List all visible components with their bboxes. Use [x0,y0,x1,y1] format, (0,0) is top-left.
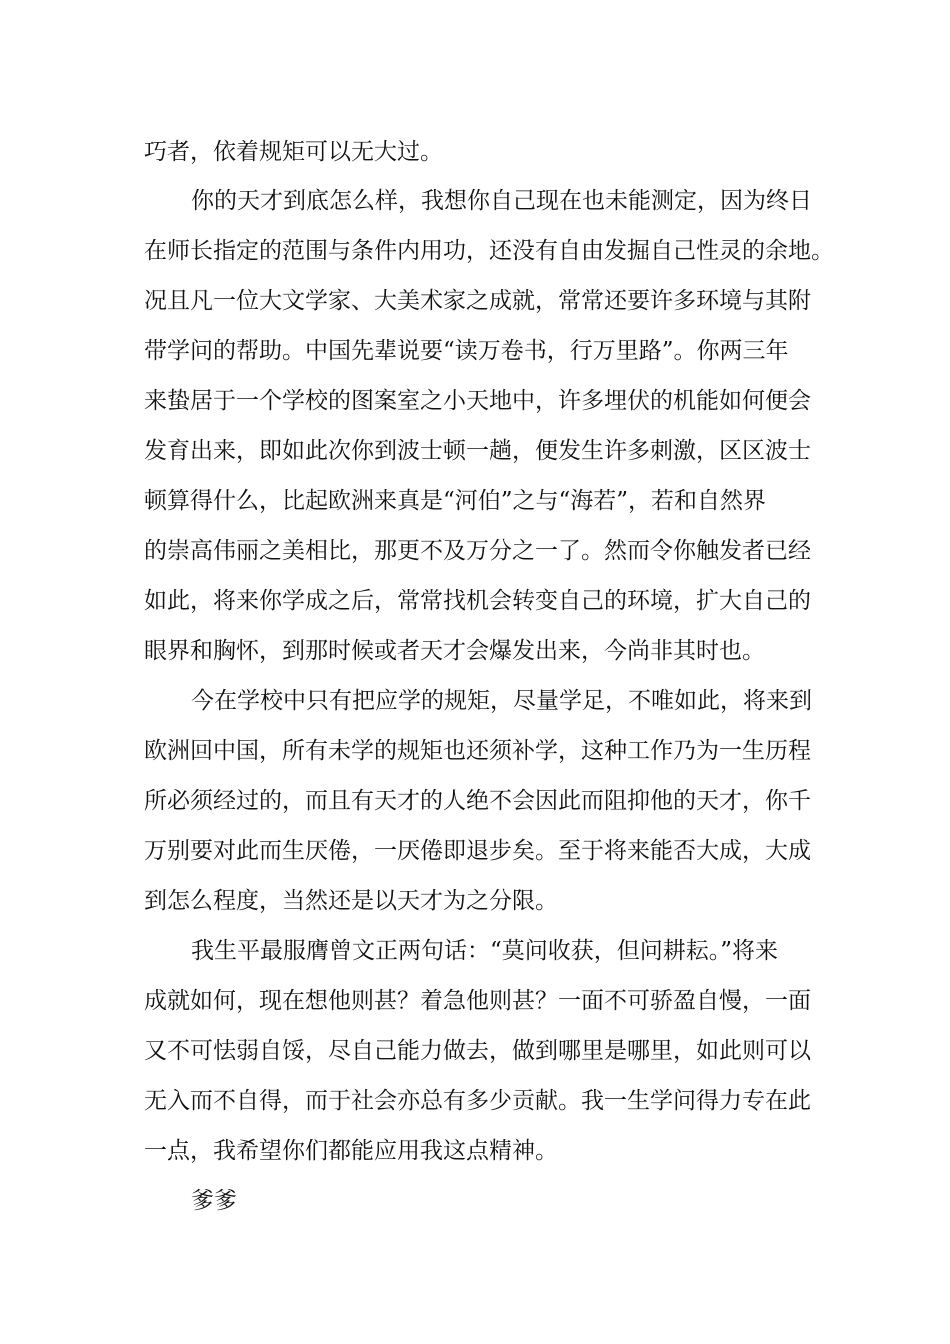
text-line: 万别要对此而生厌倦，一厌倦即退步矣。至于将来能否大成，大成 [144,838,811,864]
text-line: 眼界和胸怀，到那时候或者天才会爆发出来，今尚非其时也。 [144,638,765,664]
text-line: 带学问的帮助。中国先辈说要“读万卷书，行万里路”。你两三年 [144,338,789,364]
text-line: 来蛰居于一个学校的图案室之小天地中，许多埋伏的机能如何便会 [144,388,811,414]
text-line: 今在学校中只有把应学的规矩，尽量学足，不唯如此，将来到 [191,688,812,714]
text-line: 在师长指定的范围与条件内用功，还没有自由发掘自己性灵的余地。 [144,238,834,264]
text-line: 又不可怯弱自馁，尽自己能力做去，做到哪里是哪里，如此则可以 [144,1038,811,1064]
text-line: 欧洲回中国，所有未学的规矩也还须补学，这种工作乃为一生历程 [144,738,811,764]
text-line: 到怎么程度，当然还是以天才为之分限。 [144,888,558,914]
text-line: 无入而不自得，而于社会亦总有多少贡献。我一生学问得力专在此 [144,1088,811,1114]
text-line: 顿算得什么，比起欧洲来真是“河伯”之与“海若”，若和自然界 [144,488,767,514]
text-line: 所必须经过的，而且有天才的人绝不会因此而阻抑他的天才，你千 [144,788,811,814]
text-line: 成就如何，现在想他则甚？着急他则甚？一面不可骄盈自慢，一面 [144,988,811,1014]
text-line: 一点，我希望你们都能应用我这点精神。 [144,1138,558,1164]
signature: 爹爹 [191,1188,237,1214]
text-line: 你的天才到底怎么样，我想你自己现在也未能测定，因为终日 [191,188,812,214]
text-line: 发育出来，即如此次你到波士顿一趟，便发生许多刺激，区区波士 [144,438,811,464]
text-line: 况且凡一位大文学家、大美术家之成就，常常还要许多环境与其附 [144,288,811,314]
text-line: 巧者，依着规矩可以无大过。 [144,139,443,165]
text-line: 的崇高伟丽之美相比，那更不及万分之一了。然而令你触发者已经 [144,538,811,564]
text-line: 我生平最服膺曾文正两句话：“莫问收获，但问耕耘。”将来 [191,938,779,964]
text-line: 如此，将来你学成之后，常常找机会转变自己的环境，扩大自己的 [144,588,811,614]
